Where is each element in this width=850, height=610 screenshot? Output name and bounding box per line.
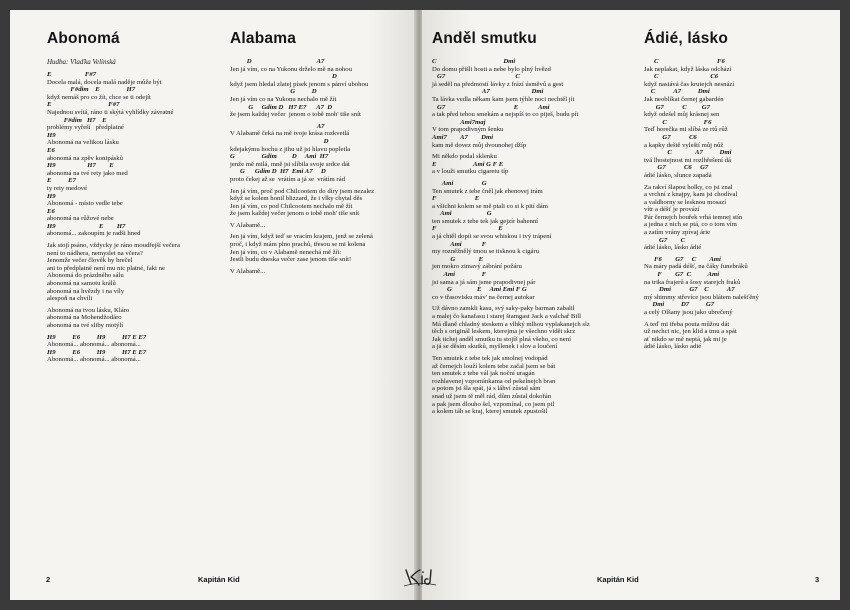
lyric-line: ádié lásko, lásko ádié xyxy=(644,244,702,252)
chord-line: Ami G xyxy=(432,210,492,218)
chord-line: A7 Dmi xyxy=(432,88,544,96)
lyric-line: mý shimmy střevíce jsou blátem nalešťěný xyxy=(644,293,759,301)
stanza xyxy=(644,184,829,252)
lyric-line: na trika frajerů a šosy starejch fraků xyxy=(644,278,741,286)
lyric-line: a celý Olšany jsou jako ubrečený xyxy=(644,309,733,316)
lyric-line: abonomá na Mohendžodáro xyxy=(47,314,122,322)
page-number-right: 3 xyxy=(815,575,820,584)
lyric-line: není to nádhera, nemyslet na včera? xyxy=(47,249,143,257)
lyric-line: Ten smutek z tebe čněl jak ebenovej trám xyxy=(432,187,543,195)
lyric-line: abonomá na tvé sliby motýlí xyxy=(47,322,124,329)
lyric-line: abonomá na zpěv konipásků xyxy=(47,154,123,162)
lyric-line: Jen já vím, co pod Chilcootem nechalo mě žít xyxy=(230,202,353,210)
lyric-line: snad už jsem tě měl rád, dům zůstal dokořán xyxy=(432,392,552,400)
song-title: Alabama xyxy=(230,30,297,47)
lyric-line: když nastává čas krutejch nesnází xyxy=(644,80,735,88)
chord-line: H9 E H7 xyxy=(47,222,126,230)
chord-line: G7 C xyxy=(432,73,520,81)
stanza xyxy=(644,321,829,351)
lyric-line: a kapky deště vyleští můj nůž xyxy=(644,141,724,149)
chord-line: G Gdim D Ami H7 xyxy=(230,153,329,161)
lyric-line: jenže mě milá, mně jsi slíbila svoje srdce dát xyxy=(230,160,350,168)
lyric-line: Najednou svítá, ráno ti skýtá vyhlídky závratné xyxy=(47,108,174,116)
chord-line: G7 E Ami xyxy=(432,103,550,111)
lyric-line: a zatím vrány zpívaj árie xyxy=(644,229,711,237)
stanza xyxy=(47,242,227,303)
lyric-line: Abonomá - místo vedle tebe xyxy=(47,200,123,208)
right-page xyxy=(422,10,840,600)
lyric-line: Abonomá... abonomá... abonomá... xyxy=(47,341,141,349)
stanza xyxy=(47,334,227,364)
lyric-line: Jestli budu dneska večer zase jenom tiše snít! xyxy=(230,256,352,264)
chord-line: G D xyxy=(230,88,317,96)
chord-line: G7 C xyxy=(644,236,686,244)
lyric-line: Jen já vím, co na Yukonu drželo mě na nohou xyxy=(230,65,352,73)
chord-line: G7 C G7 xyxy=(644,103,710,111)
lyric-line: Abonomá... abonomá... abonomá... xyxy=(47,356,141,364)
lyric-line: a potom jsi šla spát, já s láhví zůstal sám xyxy=(432,385,541,393)
chord-line: C A7 Dmi xyxy=(644,88,710,96)
chord-line: G E Ami Emi F G xyxy=(432,286,527,294)
lyric-line: ten smutek z tebe vál jak noční uragán xyxy=(432,370,535,378)
lyric-line: až černejch louží kolem tebe začal jsem se bát xyxy=(432,362,556,370)
lyric-line: alespoň na chvíli xyxy=(47,295,93,303)
stanza xyxy=(644,256,829,317)
lyric-line: ať nikdo se mě neptá, jak mi je xyxy=(644,335,727,343)
lyric-line: Jen já vím, proč pod Chilcootem do díry jsem nezalez xyxy=(230,187,375,195)
lyric-line: a v louži smutku cigaretu típ xyxy=(432,168,509,176)
lyric-line: A teď mi třeba pouta můžou dát xyxy=(644,320,730,328)
lyric-line: tvá lhostejnost mi rozlhřešení dá xyxy=(644,156,731,164)
chord-line: C C6 xyxy=(644,73,719,81)
chord-line: Dmi D7 G7 xyxy=(644,301,715,309)
chord-line: Dmi G7 C A7 xyxy=(644,286,735,294)
stanza xyxy=(230,123,412,184)
chord-line: D xyxy=(230,137,329,145)
lyric-line: Abonomá na velikou lásku xyxy=(47,139,119,147)
chord-line: F G7 C Ami xyxy=(644,271,720,279)
lyric-line: Ta lávka vedla někam kam jsem týhle noci nechtěl jít xyxy=(432,95,575,103)
chord-line: E6 xyxy=(47,146,55,154)
lyric-line: já seděl na předmostí lávky z frází úsměvů a gest xyxy=(432,80,564,88)
lyric-line: abonomá... zakoupím je radši hned xyxy=(47,230,141,238)
lyric-line: abonomá na samotu králů xyxy=(47,280,116,288)
chord-line: G Gdim D H7 E7 A7 D xyxy=(230,103,333,111)
chord-line: F#dim H7 E xyxy=(47,116,107,124)
song-title: Abonomá xyxy=(47,30,120,47)
chord-line: H9 H7 E xyxy=(47,162,114,170)
song-credits: Hudba: Vlaďka Velínská xyxy=(47,58,116,66)
lyric-line: že jsem každej večer jenom o tobě moh' tiše snít xyxy=(230,210,360,218)
footer-left: Kapitán Kid xyxy=(198,575,240,584)
stanza xyxy=(47,307,227,330)
chord-line: F E xyxy=(432,225,503,233)
lyric-line: co v třasovisku máv' na černej autokar xyxy=(432,293,535,301)
lyric-line: a já chtěl dopít se svou whiskou i tvý trápení xyxy=(432,233,552,241)
chord-line: Ami7maj xyxy=(432,118,486,126)
lyric-line: Jenomže večer člověk by brečel xyxy=(47,257,133,265)
lyric-line: a tak před tebou smekám a nejspíš to co piješ, budu pít xyxy=(432,111,579,119)
lyric-line: vítr a déšť je provází xyxy=(644,206,700,214)
stanza xyxy=(644,58,829,180)
chord-line: F6 G7 C Ami xyxy=(644,255,721,263)
lyric-line: Jen já vím, když teď se vracím krajem, jenž se zelená xyxy=(230,233,373,241)
song-alabama xyxy=(230,30,412,279)
lyric-line: ty rety medové xyxy=(47,184,88,192)
lyric-line: a malej čo kanafasu i starej štamgast Jack a valchař Bill xyxy=(432,313,581,320)
chord-line: C Dmi xyxy=(432,58,516,65)
lyric-line: problémy vyřeší předplatné xyxy=(47,124,124,132)
lyric-line: Ten smutek z tebe tek jak smolnej vodopád xyxy=(432,354,548,362)
chord-line: C F6 xyxy=(644,58,725,65)
lyric-line: že jsem každej večer jenom o tobě moh' tiše snít xyxy=(230,111,361,119)
left-page xyxy=(10,10,416,600)
chord-line: Ami F xyxy=(432,271,487,279)
chord-line: G Gdim D H7 Emi A7 D xyxy=(230,168,326,176)
lyric-line: Jak neoblíkat černej gabardén xyxy=(644,95,724,103)
chord-line: H9 xyxy=(47,192,56,200)
lyric-line: proč, i když mám plno prachů, třesou se mi kolena xyxy=(230,241,366,249)
lyric-line: Abonomá na tvou lásku, Kláro xyxy=(47,306,130,314)
stanza xyxy=(230,58,412,119)
kid-logo-icon xyxy=(402,566,438,588)
lyric-line: kdejakýmu hochu z jihu už jsi hlavu popletla xyxy=(230,145,351,153)
chord-line: A7 xyxy=(230,122,325,130)
stanza xyxy=(432,153,632,176)
lyric-line: Do domu přišli hosti a nebe bylo plný hvězd xyxy=(432,65,551,73)
lyric-line: ádié lásko, lásko adié xyxy=(644,343,702,351)
chord-line: F E xyxy=(432,195,480,203)
lyric-line: jsi sama a já sám jsme prapodivnej pár xyxy=(432,278,536,286)
chord-line: D A7 xyxy=(230,58,325,65)
lyric-line: ten smutek z tebe tek jak gejzír bahenní xyxy=(432,217,539,225)
chord-line: G E xyxy=(432,255,484,263)
chord-line: E F#7 xyxy=(47,71,97,78)
lyric-line: a všichni kolem se mě ptali co si k pití dám xyxy=(432,202,548,210)
songbook-spread xyxy=(10,10,840,600)
lyric-line: když nemáš pro co žít, chce se ti odejít xyxy=(47,93,151,101)
chord-line: G7 C6 xyxy=(644,133,697,141)
lyric-line: abonomá na tvé rety jako med xyxy=(47,169,128,177)
lyric-line: a jedna z nich se ptá, co o tom vím xyxy=(644,221,737,229)
chord-line: E F#7 xyxy=(47,101,120,109)
lyric-line: Mi někdo podal sklenku xyxy=(432,153,497,161)
lyric-line: jen mokro zimavý zábrání požáru xyxy=(432,263,522,271)
lyric-line: abonomá na hvězdy i na víly xyxy=(47,287,125,295)
lyric-line: abonomá na růžové nebe xyxy=(47,215,114,223)
lyric-line: Jen já vím co na Yukonu nechalo mě žít xyxy=(230,95,337,103)
lyric-line: Za rakví šlapou holky, co jsi znal xyxy=(644,183,733,191)
lyric-line: Teď horečka mi slíbá ze rtů růž xyxy=(644,126,728,134)
song-adie-lasko xyxy=(644,30,829,355)
song-abonoma xyxy=(47,30,227,368)
lyric-line: proto čekej až se vrátím a já se vrátím rád xyxy=(230,175,345,183)
chord-line: H9 E6 H9 H7 E E7 xyxy=(47,348,147,356)
lyric-line: my rozněžnělý tmou se tisknou k cigáru xyxy=(432,248,539,256)
lyric-line: když jsem hledal zlatej písek jenom s pánví ubohou xyxy=(230,80,369,88)
lyric-line: už nechci nic, jen klid a tmu a spát xyxy=(644,328,737,336)
lyric-line: když se kolem honil blizzard, že i vlky chytal děs xyxy=(230,195,363,203)
chord-line: Ami7 A7 Dmi xyxy=(432,133,494,141)
stanza xyxy=(432,305,632,351)
song-andel-smutku xyxy=(432,30,632,420)
lyric-line: Jak tichej anděl smutku tu stojíš plná všeho, co není xyxy=(432,335,571,343)
lyric-line: V Alabamě... xyxy=(230,267,266,275)
page-number-left: 2 xyxy=(46,575,51,584)
stanza xyxy=(432,58,632,149)
song-title: Ádié, lásko xyxy=(644,30,729,47)
lyric-line: V Alabamě čeká na mě tvoje krása rozkvetlá xyxy=(230,130,350,138)
chord-line: Ami F xyxy=(432,240,487,248)
footer-right: Kapitán Kid xyxy=(597,575,639,584)
stanza xyxy=(230,268,412,276)
lyric-line: Má dlaně chladný steskem a vlhký mlhou vyplakanejch slz xyxy=(432,320,590,328)
chord-line: Ami G xyxy=(432,179,487,187)
chord-line: C A7 Dmi xyxy=(644,149,732,157)
song-title: Anděl smutku xyxy=(432,30,537,47)
lyric-line: a já se děsím skutků, myšlenek i slov a loučení xyxy=(432,343,558,351)
lyric-line: ádié lásko, slunce zapadá xyxy=(644,171,712,179)
lyric-line: ani to předplatné není mu nic platné, fakt ne xyxy=(47,264,165,272)
chord-line: G7 C6 G7 xyxy=(644,164,709,172)
stanza xyxy=(230,188,412,218)
stanza xyxy=(47,71,227,238)
chord-line: E E7 xyxy=(47,177,76,185)
lyric-line: Jak stojí psáno, vždycky je ráno moudřejší večera xyxy=(47,242,180,250)
lyric-line: Pár černejch bouřek vrhá temnej stín xyxy=(644,213,743,221)
stanza xyxy=(230,233,412,263)
lyric-line: Už dávno zamkli kasu, svý saky-paky barman zabalil xyxy=(432,305,575,313)
chord-line: H9 xyxy=(47,131,56,139)
lyric-line: Abonomá do prázdného sálu xyxy=(47,272,124,280)
lyric-line: když odešel můj krásnej sen xyxy=(644,111,720,119)
lyric-line: Na máry padá déšť, na čáky funebráků xyxy=(644,263,748,271)
lyric-line: a vrchní z knajpy, kam jsi chodíval xyxy=(644,191,738,199)
stanza xyxy=(432,355,632,416)
lyric-line: Jak neplakat, když láska odchází xyxy=(644,65,732,73)
lyric-line: a kolem táh se kraj, kterej smutek zpustošil xyxy=(432,408,548,416)
lyric-line: V Alabamě... xyxy=(230,221,266,229)
lyric-line: Jen já vím, co v Alabamě nenechá mě žít: xyxy=(230,248,342,256)
stanza xyxy=(432,180,632,302)
lyric-line: rozhlavenej vzpomínkama od pekelnejch bran xyxy=(432,377,556,385)
stanza xyxy=(230,222,412,230)
chord-line: D xyxy=(230,73,337,81)
chord-line: E Ami G F E xyxy=(432,160,504,168)
chord-line: E6 xyxy=(47,207,55,215)
lyric-line: Docela malá, docela malá naděje může být xyxy=(47,78,162,86)
lyric-line: těch s originál leskem, kterejma je všechno vidět skrz xyxy=(432,328,576,336)
chord-line: C F6 xyxy=(644,118,712,126)
lyric-line: kam mě dovez můj dvounohej džíp xyxy=(432,141,527,149)
chord-line: F#dim E H7 xyxy=(47,86,136,94)
lyric-line: V tom prapodivným šenku xyxy=(432,126,504,134)
lyric-line: a pak jsem dlouho šel, vzpomínal, co jsem pil xyxy=(432,400,555,408)
chord-line: H9 E6 H9 H7 E E7 xyxy=(47,333,147,341)
lyric-line: a valdhorny se lesknou mosazí xyxy=(644,198,727,206)
